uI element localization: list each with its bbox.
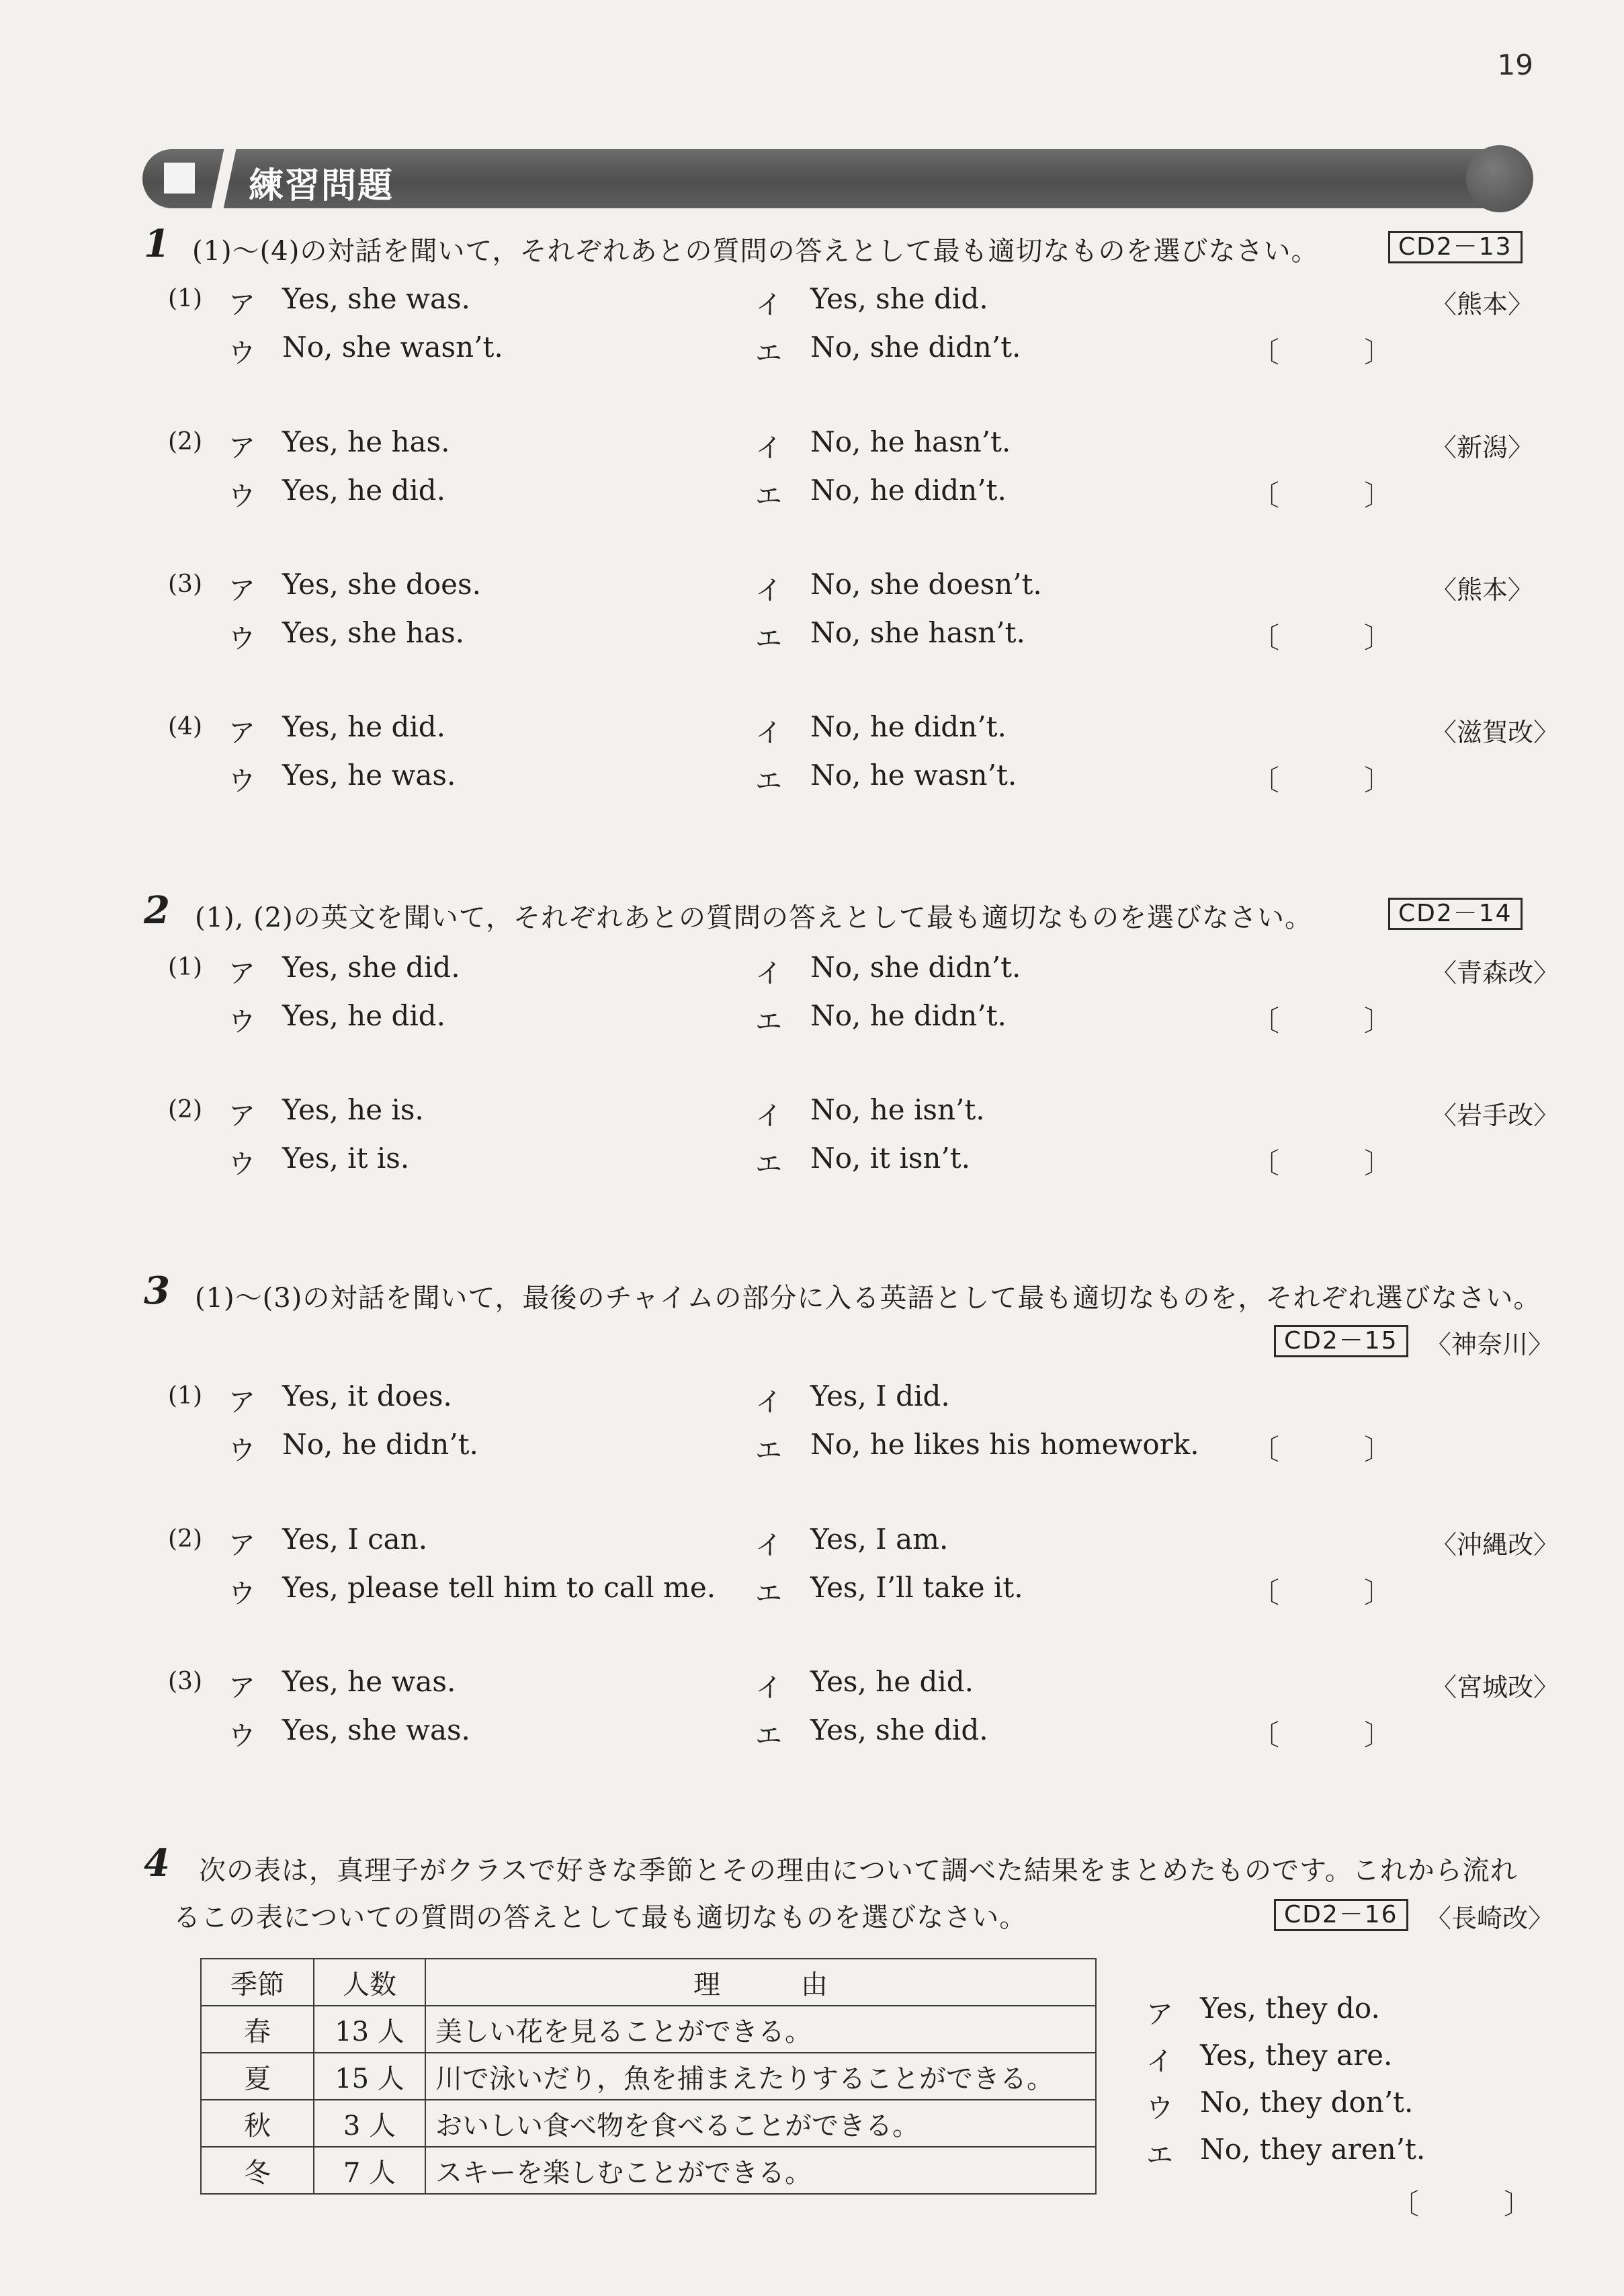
table-cell: 3 人 xyxy=(314,2100,425,2147)
item-label: (1) xyxy=(168,1382,202,1410)
option-kana: エ xyxy=(755,624,782,654)
option-text[interactable]: Yes, I did. xyxy=(810,1379,950,1412)
question-number: 3 xyxy=(144,1269,170,1313)
table-row xyxy=(201,2100,1096,2147)
option-kana: イ xyxy=(755,1530,782,1561)
page-number: 19 xyxy=(1497,48,1533,81)
table-cell: 7 人 xyxy=(314,2147,425,2194)
item-label: (1) xyxy=(168,953,202,981)
question-number: 2 xyxy=(144,888,170,933)
answer-bracket[interactable]: 〔 〕 xyxy=(1251,1147,1393,1180)
table-header: 理 由 xyxy=(425,1959,1096,2006)
option-text[interactable]: Yes, they are. xyxy=(1200,2039,1393,2072)
option-kana: ウ xyxy=(228,766,255,797)
option-text[interactable]: No, he likes his homework. xyxy=(810,1428,1199,1461)
option-text[interactable]: Yes, I am. xyxy=(810,1523,949,1556)
table-cell: 美しい花を見ることができる。 xyxy=(425,2006,1096,2053)
option-text[interactable]: No, she didn’t. xyxy=(810,951,1021,984)
option-text[interactable]: Yes, he did. xyxy=(282,710,445,743)
option-kana: エ xyxy=(755,481,782,512)
option-text[interactable]: No, she didn’t. xyxy=(810,331,1021,364)
table-cell: 秋 xyxy=(201,2100,314,2147)
table-header-row xyxy=(201,1959,1096,2006)
option-kana: エ xyxy=(755,1578,782,1609)
option-kana: ア xyxy=(228,1387,255,1418)
source-label: 〈岩手改〉 xyxy=(1431,1101,1559,1130)
option-text[interactable]: No, she hasn’t. xyxy=(810,616,1025,649)
item-label: (2) xyxy=(168,1096,202,1123)
item-label: (2) xyxy=(168,1525,202,1553)
option-kana: ウ xyxy=(1146,2093,1173,2124)
option-kana: ア xyxy=(228,1672,255,1703)
question-number: 1 xyxy=(144,222,170,266)
source-label: 〈神奈川〉 xyxy=(1426,1330,1554,1359)
item-label: (1) xyxy=(168,285,202,312)
bar-end-cap xyxy=(1466,145,1533,212)
option-kana: イ xyxy=(755,1101,782,1132)
option-text[interactable]: Yes, she did. xyxy=(282,951,460,984)
option-kana: イ xyxy=(755,575,782,606)
option-text[interactable]: No, he didn’t. xyxy=(810,474,1007,507)
option-kana: ウ xyxy=(228,1721,255,1752)
source-label: 〈熊本〉 xyxy=(1431,575,1534,605)
option-kana: エ xyxy=(755,1435,782,1466)
cd-track-label: CD2－14 xyxy=(1388,898,1523,930)
table-cell: おいしい食べ物を食べることができる。 xyxy=(425,2100,1096,2147)
cd-track-label: CD2－15 xyxy=(1274,1325,1408,1357)
option-text[interactable]: Yes, she was. xyxy=(282,282,470,315)
option-text[interactable]: Yes, she was. xyxy=(282,1713,470,1746)
season-table xyxy=(200,1958,1097,2195)
question-instruction: (1), (2)の英文を聞いて，それぞれあとの質問の答えとして最も適切なものを選びなさい。 xyxy=(195,902,1312,933)
table-header: 季節 xyxy=(201,1959,314,2006)
option-text[interactable]: Yes, she did. xyxy=(810,282,988,315)
option-text[interactable]: No, it isn’t. xyxy=(810,1142,971,1175)
bar-separator xyxy=(212,149,237,208)
source-label: 〈新潟〉 xyxy=(1431,433,1534,462)
table-cell: 冬 xyxy=(201,2147,314,2194)
answer-bracket[interactable]: 〔 〕 xyxy=(1251,1719,1393,1752)
option-text[interactable]: Yes, he is. xyxy=(282,1093,424,1126)
table-cell: 春 xyxy=(201,2006,314,2053)
table-row xyxy=(201,2053,1096,2100)
answer-bracket[interactable]: 〔 〕 xyxy=(1391,2188,1533,2221)
source-label: 〈熊本〉 xyxy=(1431,290,1534,319)
source-label: 〈宮城改〉 xyxy=(1431,1672,1559,1702)
option-text[interactable]: Yes, he did. xyxy=(282,474,445,507)
option-kana: イ xyxy=(755,1387,782,1418)
table-row xyxy=(201,2147,1096,2194)
table-cell: 川で泳いだり，魚を捕まえたりすることができる。 xyxy=(425,2053,1096,2100)
item-label: (3) xyxy=(168,570,202,598)
option-kana: エ xyxy=(755,766,782,797)
option-kana: ア xyxy=(228,958,255,989)
answer-bracket[interactable]: 〔 〕 xyxy=(1251,479,1393,512)
option-kana: ウ xyxy=(228,1149,255,1180)
option-text[interactable]: No, they don’t. xyxy=(1200,2086,1414,2119)
option-kana: ア xyxy=(228,1101,255,1132)
option-kana: エ xyxy=(1146,2140,1173,2171)
option-kana: イ xyxy=(1146,2046,1173,2077)
option-kana: エ xyxy=(755,1149,782,1180)
option-text[interactable]: No, she doesn’t. xyxy=(810,568,1042,601)
option-text[interactable]: No, they aren’t. xyxy=(1200,2133,1426,2166)
option-text[interactable]: Yes, I’ll take it. xyxy=(810,1571,1023,1604)
option-text[interactable]: Yes, she did. xyxy=(810,1713,988,1746)
question-instruction-line1: 次の表は，真理子がクラスで好きな季節とその理由について調べた結果をまとめたものです。これから流れ xyxy=(199,1855,1518,1886)
source-label: 〈長崎改〉 xyxy=(1426,1904,1554,1933)
cd-track-label: CD2－13 xyxy=(1388,231,1523,263)
option-kana: イ xyxy=(755,1672,782,1703)
answer-bracket[interactable]: 〔 〕 xyxy=(1251,1576,1393,1609)
question-instruction: (1)〜(4)の対話を聞いて，それぞれあとの質問の答えとして最も適切なものを選びなさい。 xyxy=(192,236,1319,267)
table-row xyxy=(201,2006,1096,2053)
option-text[interactable]: No, she wasn’t. xyxy=(282,331,503,364)
option-kana: ウ xyxy=(228,624,255,654)
option-kana: エ xyxy=(755,1721,782,1752)
option-kana: ウ xyxy=(228,1435,255,1466)
option-kana: イ xyxy=(755,433,782,464)
option-text[interactable]: Yes, it does. xyxy=(282,1379,452,1412)
item-label: (4) xyxy=(168,713,202,740)
option-text[interactable]: Yes, she has. xyxy=(282,616,464,649)
answer-bracket[interactable]: 〔 〕 xyxy=(1251,1005,1393,1037)
option-text[interactable]: Yes, please tell him to call me. xyxy=(282,1571,716,1604)
question-instruction-line2: るこの表についての質問の答えとして最も適切なものを選びなさい。 xyxy=(173,1902,1027,1933)
section-header-bar xyxy=(142,149,1531,208)
answer-bracket[interactable]: 〔 〕 xyxy=(1251,336,1393,369)
table-cell: 夏 xyxy=(201,2053,314,2100)
option-text[interactable]: No, he didn’t. xyxy=(810,999,1007,1032)
source-label: 〈滋賀改〉 xyxy=(1431,718,1559,747)
option-kana: ウ xyxy=(228,1578,255,1609)
option-kana: ア xyxy=(228,290,255,321)
option-kana: ウ xyxy=(228,338,255,369)
item-label: (2) xyxy=(168,428,202,456)
option-kana: ア xyxy=(228,575,255,606)
option-kana: イ xyxy=(755,958,782,989)
question-number: 4 xyxy=(144,1841,170,1885)
option-kana: イ xyxy=(755,290,782,321)
option-kana: ア xyxy=(228,1530,255,1561)
question-instruction: (1)〜(3)の対話を聞いて，最後のチャイムの部分に入る英語として最も適切なものを，それぞれ選びなさい。 xyxy=(195,1283,1541,1314)
option-kana: エ xyxy=(755,1007,782,1037)
option-text[interactable]: Yes, she does. xyxy=(282,568,481,601)
cd-track-label: CD2－16 xyxy=(1274,1899,1408,1931)
option-text[interactable]: Yes, he has. xyxy=(282,425,450,458)
option-kana: ア xyxy=(228,433,255,464)
table-cell: スキーを楽しむことができる。 xyxy=(425,2147,1096,2194)
square-icon xyxy=(164,163,195,194)
option-kana: ア xyxy=(1146,1999,1173,2030)
option-text[interactable]: Yes, he did. xyxy=(810,1665,974,1698)
option-text[interactable]: No, he isn’t. xyxy=(810,1093,985,1126)
section-title: 練習問題 xyxy=(249,166,394,206)
option-text[interactable]: Yes, it is. xyxy=(282,1142,410,1175)
option-text[interactable]: No, he hasn’t. xyxy=(810,425,1011,458)
table-cell: 13 人 xyxy=(314,2006,425,2053)
option-kana: ウ xyxy=(228,481,255,512)
source-label: 〈沖縄改〉 xyxy=(1431,1530,1559,1560)
option-text[interactable]: No, he didn’t. xyxy=(282,1428,478,1461)
option-text[interactable]: Yes, he was. xyxy=(282,1665,456,1698)
option-text[interactable]: Yes, he did. xyxy=(282,999,445,1032)
answer-bracket[interactable]: 〔 〕 xyxy=(1251,622,1393,654)
option-kana: ア xyxy=(228,718,255,749)
table-header: 人数 xyxy=(314,1959,425,2006)
option-text[interactable]: No, he didn’t. xyxy=(810,710,1007,743)
source-label: 〈青森改〉 xyxy=(1431,958,1559,988)
option-kana: エ xyxy=(755,338,782,369)
answer-bracket[interactable]: 〔 〕 xyxy=(1251,1433,1393,1466)
option-kana: ウ xyxy=(228,1007,255,1037)
option-text[interactable]: No, he wasn’t. xyxy=(810,759,1017,792)
option-text[interactable]: Yes, I can. xyxy=(282,1523,428,1556)
option-text[interactable]: Yes, he was. xyxy=(282,759,456,792)
option-kana: イ xyxy=(755,718,782,749)
option-text[interactable]: Yes, they do. xyxy=(1200,1992,1380,2025)
table-cell: 15 人 xyxy=(314,2053,425,2100)
answer-bracket[interactable]: 〔 〕 xyxy=(1251,764,1393,797)
item-label: (3) xyxy=(168,1668,202,1695)
